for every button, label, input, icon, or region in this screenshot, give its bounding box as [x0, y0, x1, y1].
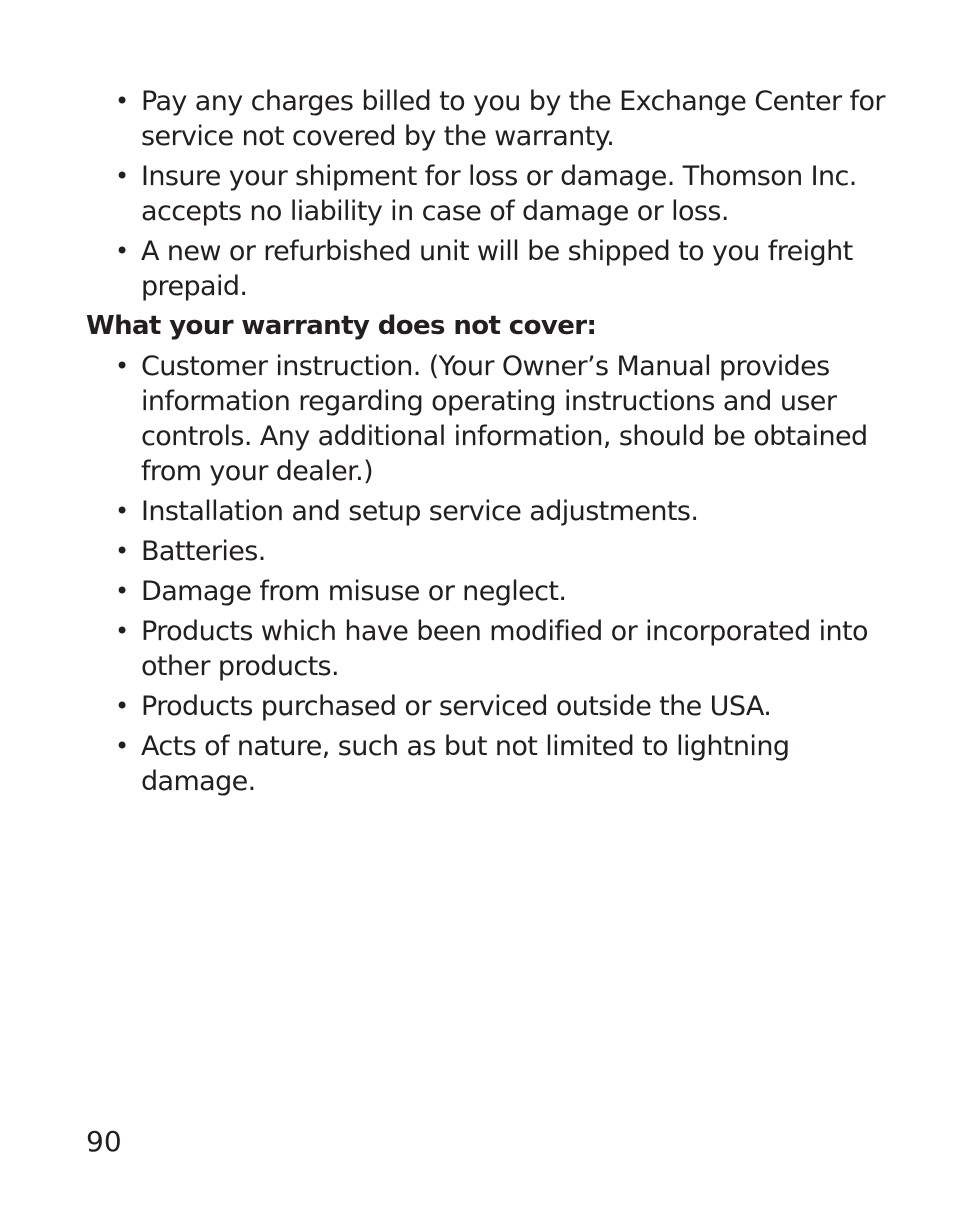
page-number: 90 — [86, 1125, 122, 1158]
list-item — [86, 534, 906, 569]
list-item — [86, 349, 906, 489]
bullet-icon: • — [115, 617, 129, 645]
list-item-text: Insure your shipment for loss or damage. Thomson Inc. accepts no liability in case of damage or loss. — [141, 161, 857, 227]
list-item-text: Products purchased or serviced outside the USA. — [141, 691, 772, 722]
customer-responsibilities-list — [86, 84, 906, 309]
section-heading: What your warranty does not cover: — [86, 311, 597, 341]
list-item-text: Customer instruction. (Your Owner’s Manual provides information regarding operating instructions and user controls. Any additional information, should be obtained from your dealer.) — [141, 351, 868, 487]
list-item-text: A new or refurbished unit will be shipped to you freight prepaid. — [141, 236, 853, 302]
list-item — [86, 159, 906, 229]
bullet-icon: • — [115, 577, 129, 605]
list-item — [86, 494, 906, 529]
list-item — [86, 689, 906, 724]
list-item — [86, 729, 906, 799]
bullet-icon: • — [115, 497, 129, 525]
bullet-icon: • — [115, 692, 129, 720]
bullet-icon: • — [115, 162, 129, 190]
list-item-text: Pay any charges billed to you by the Exchange Center for service not covered by the warranty. — [141, 86, 885, 152]
list-item-text: Products which have been modified or incorporated into other products. — [141, 616, 868, 682]
list-item — [86, 574, 906, 609]
warranty-exclusions-list — [86, 349, 906, 804]
bullet-icon: • — [115, 732, 129, 760]
bullet-icon: • — [115, 537, 129, 565]
list-item — [86, 234, 906, 304]
bullet-icon: • — [115, 87, 129, 115]
list-item — [86, 614, 906, 684]
list-item-text: Installation and setup service adjustments. — [141, 496, 699, 527]
bullet-icon: • — [115, 237, 129, 265]
list-item — [86, 84, 906, 154]
list-item-text: Acts of nature, such as but not limited to lightning damage. — [141, 731, 790, 797]
bullet-icon: • — [115, 352, 129, 380]
list-item-text: Damage from misuse or neglect. — [141, 576, 567, 607]
list-item-text: Batteries. — [141, 536, 266, 567]
